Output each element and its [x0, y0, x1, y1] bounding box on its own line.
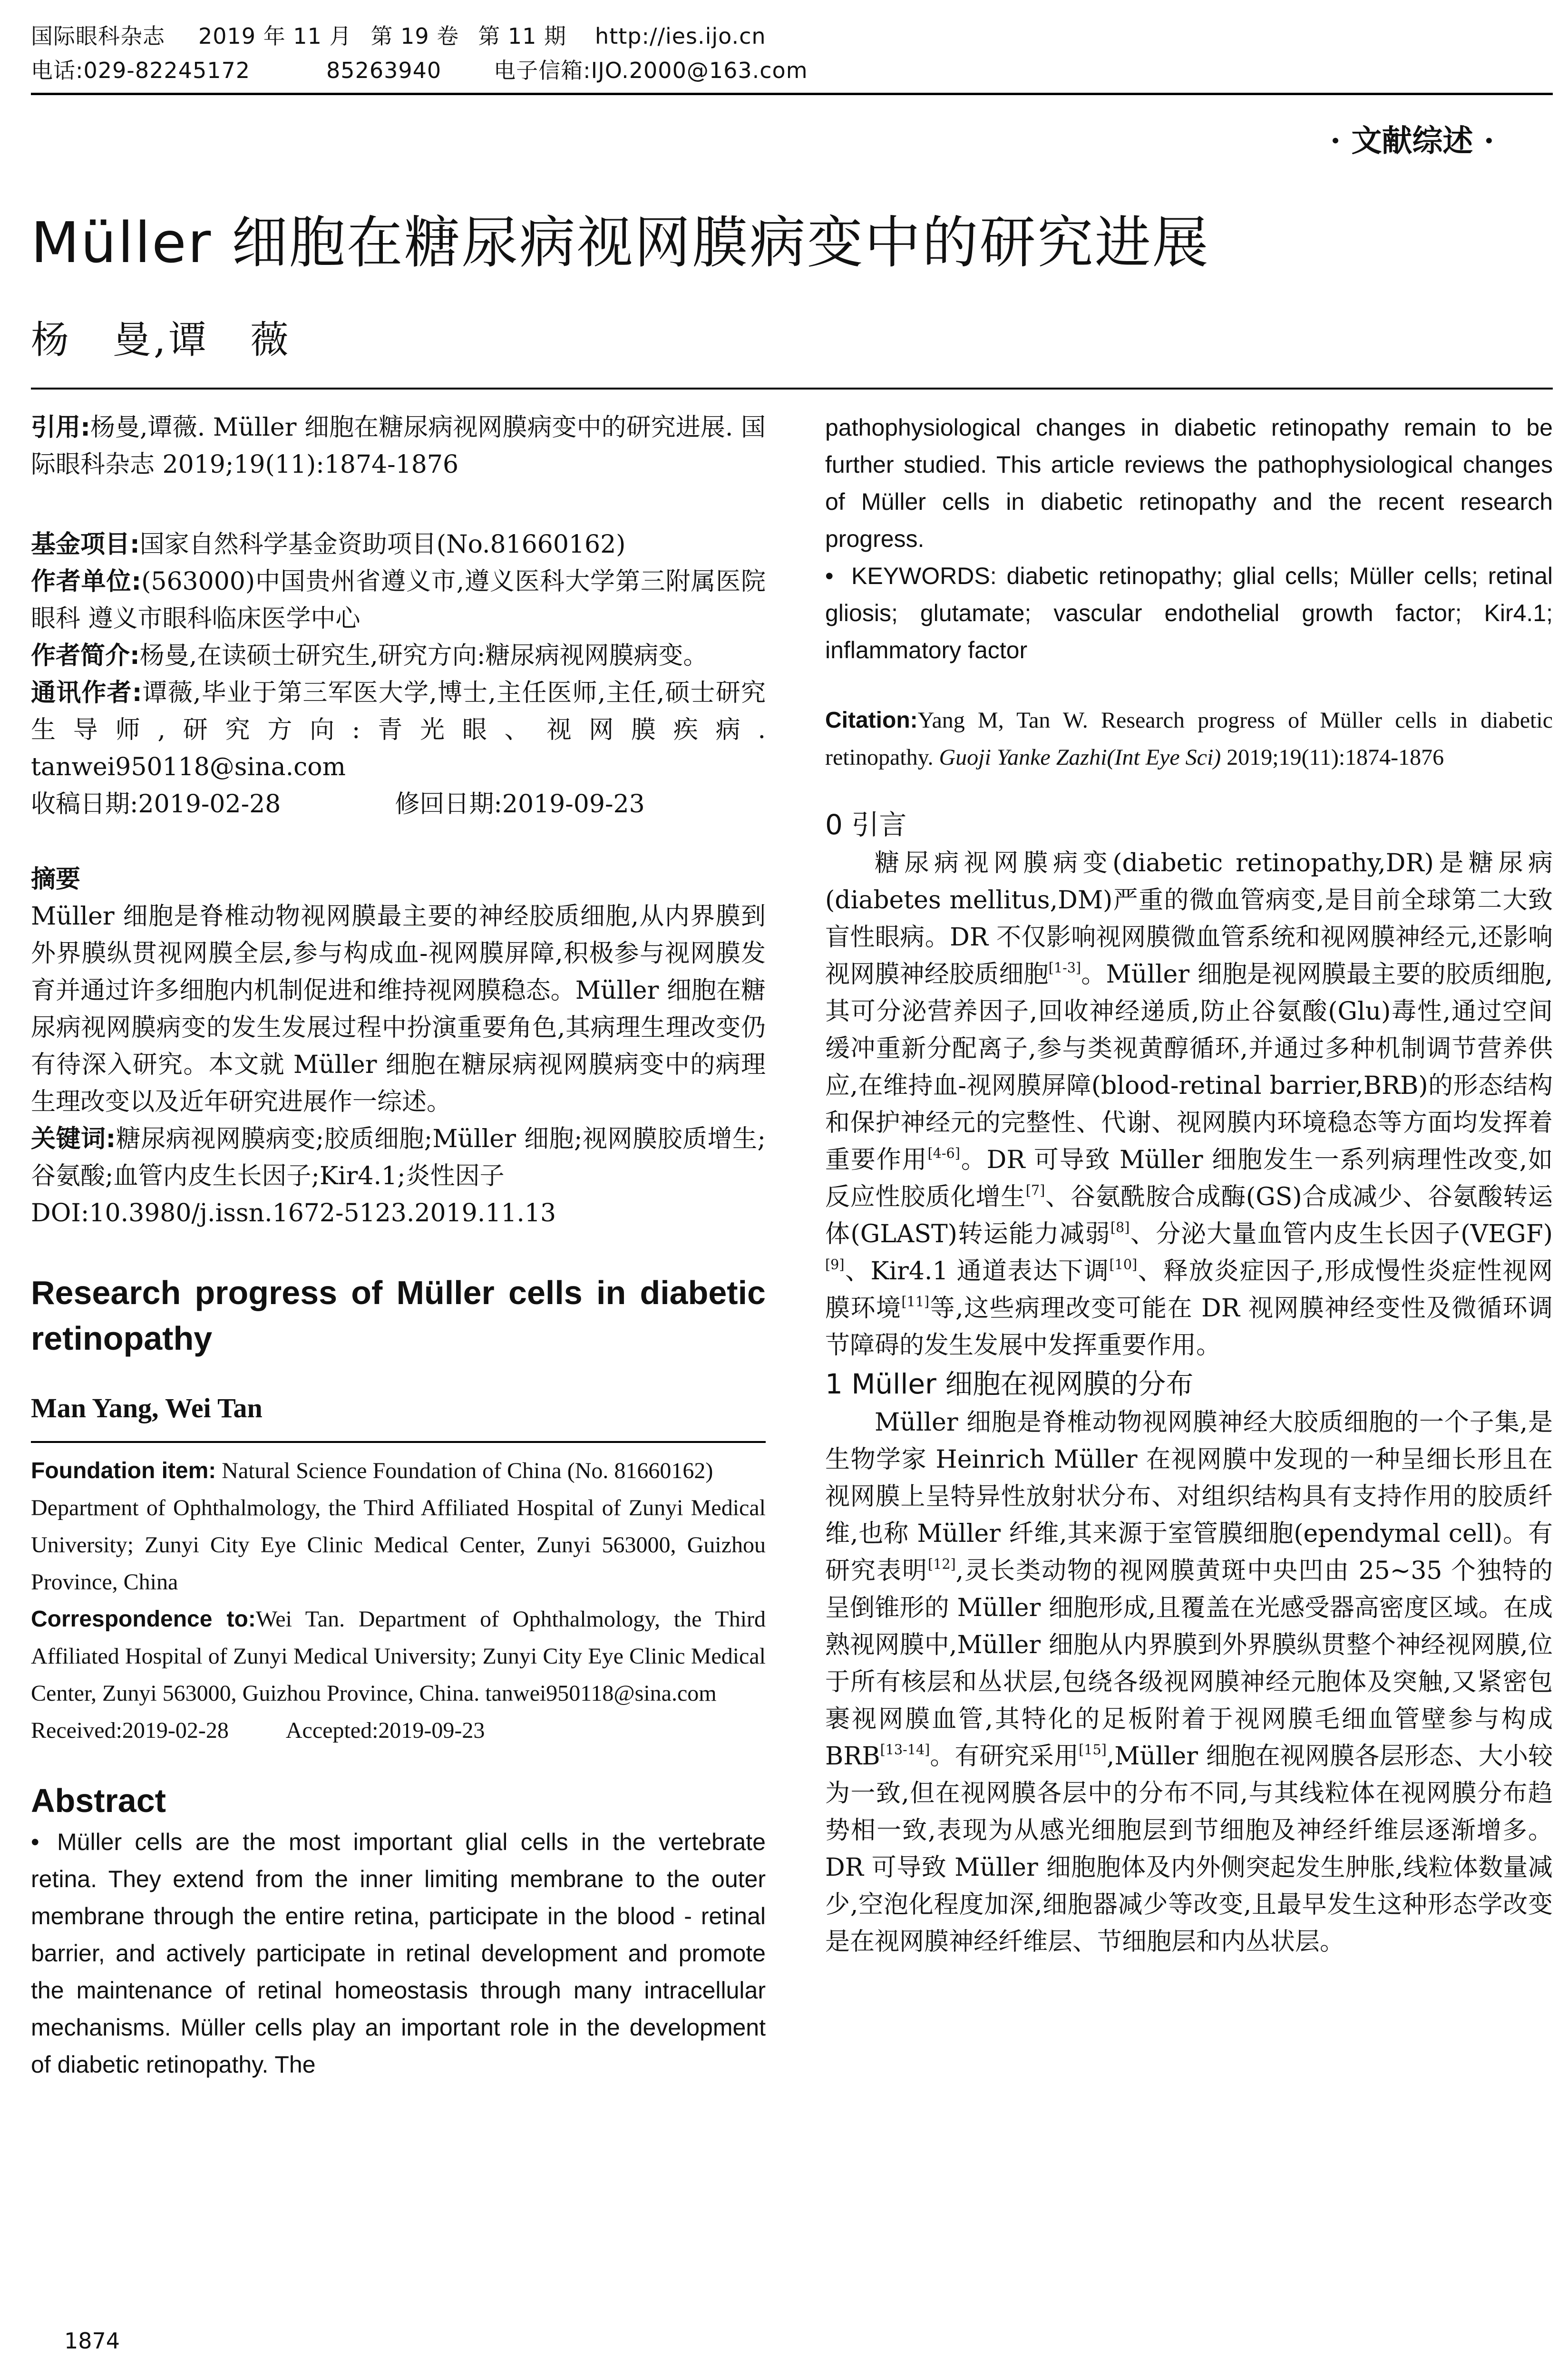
reference-marker[interactable]: [15] — [1079, 1741, 1107, 1758]
unit-text: (563000)中国贵州省遵义市,遵义医科大学第三附属医院眼科 遵义市眼科临床医学中心 — [31, 567, 766, 633]
abstract-heading-cn: 摘要 — [31, 865, 81, 894]
corr-text: 谭薇,毕业于第三军医大学,博士,主任医师,主任,硕士研究生导师,研究方向:青光眼、视网膜疾病. tanwei950118@sina.com — [31, 679, 766, 781]
citation-en — [825, 702, 1553, 776]
phone-2: 85263940 — [326, 58, 442, 83]
citation-label: 引用: — [31, 413, 90, 442]
journal-email[interactable]: 电子信箱:IJO.2000@163.com — [494, 58, 808, 83]
authors-cn: 杨 曼,谭 薇 — [31, 318, 292, 362]
received-en: Received:2019-02-28 — [31, 1718, 229, 1743]
reference-marker[interactable]: [7] — [1025, 1182, 1045, 1198]
section-tag: · 文献综述 · — [1330, 123, 1494, 159]
abstract-text-en — [31, 1823, 766, 2083]
section-0-paragraph — [825, 845, 1553, 1364]
foundation-en — [31, 1452, 766, 1490]
department-en: Department of Ophthalmology, the Third Affiliated Hospital of Zunyi Medical University; Zunyi City Eye Clinic Medical Center, Zunyi 563000, Guizhou Province, China — [31, 1495, 766, 1595]
paragraph-text: 、Kir4.1 通道表达下调 — [844, 1257, 1110, 1286]
paragraph-text: 等,这些病理改变可能在 DR 视网膜神经变性及微循环调节障碍的发生发展中发挥重要作用。 — [825, 1294, 1553, 1360]
citation-en-text1: Yang M, Tan W. Research progress of Müller cells in diabetic retinopathy. — [825, 708, 1553, 770]
volume: 第 19 卷 — [370, 23, 459, 49]
authors-rule — [31, 1441, 766, 1443]
unit-label: 作者单位: — [31, 567, 142, 596]
foundation-text: Natural Science Foundation of China (No. 81660162) — [222, 1458, 713, 1483]
bullet-icon: • — [31, 1829, 39, 1855]
paragraph-text: 。有研究采用 — [930, 1742, 1079, 1771]
citation-en-text2: 2019;19(11):1874-1876 — [1221, 745, 1444, 770]
bio-text: 杨曼,在读硕士研究生,研究方向:糖尿病视网膜病变。 — [139, 642, 708, 670]
keywords-text: 糖尿病视网膜病变;胶质细胞;Müller 细胞;视网膜胶质增生;谷氨酸;血管内皮生长因子;Kir4.1;炎性因子 — [31, 1125, 766, 1190]
reference-marker[interactable]: [13-14] — [880, 1741, 930, 1758]
dates-en — [31, 1712, 766, 1749]
paragraph-text: Müller 细胞是脊椎动物视网膜神经大胶质细胞的一个子集,是生物学家 Heinrich Müller 在视网膜中发现的一种呈细长形且在视网膜上呈特异性放射状分布、对组织结构具有支持作用的胶质纤维,也称 Müller 纤维,其来源于室管膜细胞(ependymal cell)。有研究表明 — [825, 1408, 1553, 1585]
left-column — [31, 409, 766, 2083]
paragraph-text: 、谷氨酰胺合成酶(GS)合成减少、谷氨酸转运体(GLAST)转运能力减弱 — [825, 1183, 1553, 1248]
reference-marker[interactable]: [12] — [927, 1556, 956, 1572]
abstract-en-body: Müller cells are the most important glial cells in the vertebrate retina. They extend from the inner limiting membrane to the outer membrane through the entire retina, participate in the blood - retinal barrier, and actively participate in retinal development and promote the maintenance of retinal homeostasis through many intracellular mechanisms. Müller cells play an important role in the development of diabetic retinopathy. The — [31, 1829, 766, 2078]
fund-label: 基金项目: — [31, 530, 140, 559]
accepted-en: Accepted:2019-09-23 — [285, 1718, 485, 1743]
keywords-en — [825, 557, 1553, 669]
citation-en-journal: Guoji Yanke Zazhi(Int Eye Sci) — [939, 745, 1221, 770]
running-header-line1 — [31, 19, 766, 50]
fund-text: 国家自然科学基金资助项目(No.81660162) — [139, 530, 626, 559]
abstract-en-continued: pathophysiological changes in diabetic retinopathy remain to be further studied. This article reviews the pathophysiological changes of Müller cells in diabetic retinopathy and the recent research progress. — [825, 414, 1553, 552]
keywords-en-text: KEYWORDS: diabetic retinopathy; glial cells; Müller cells; retinal gliosis; glutamate; vascular endothelial growth factor; Kir4.1; inflammatory factor — [825, 563, 1553, 663]
keywords-label: 关键词: — [31, 1125, 116, 1153]
bio-label: 作者简介: — [31, 642, 140, 670]
correspondence-text: Wei Tan. Department of Ophthalmology, the Third Affiliated Hospital of Zunyi Medical University; Zunyi City Eye Clinic Medical Center, Zunyi 563000, Guizhou Province, China. tanwei950118@sina.com — [31, 1607, 766, 1706]
year-issue: 2019 年 11 月 — [198, 23, 352, 49]
journal-name: 国际眼科杂志 — [31, 23, 165, 49]
reference-marker[interactable]: [1-3] — [1048, 959, 1081, 976]
reference-marker[interactable]: [11] — [901, 1293, 930, 1310]
paragraph-text: 。Müller 细胞是视网膜最主要的胶质细胞,其可分泌营养因子,回收神经递质,防止谷氨酸(Glu)毒性,通过空间缓冲重新分配离子,参与类视黄醇循环,并通过多种机制调节营养供应,在维持血-视网膜屏障(blood-retinal barrier,BRB)的形态结构和保护神经元的完整性、代谢、视网膜内环境稳态等方面均发挥着重要作用 — [825, 960, 1553, 1174]
title-en: Research progress of Müller cells in diabetic retinopathy — [31, 1274, 766, 1357]
author-bio — [31, 637, 766, 674]
reference-marker[interactable]: [4-6] — [927, 1145, 960, 1161]
fund-item — [31, 526, 766, 563]
corresponding-author — [31, 674, 766, 786]
reference-marker[interactable]: [8] — [1110, 1219, 1130, 1236]
abstract-text-cn: Müller 细胞是脊椎动物视网膜最主要的神经胶质细胞,从内界膜到外界膜纵贯视网膜全层,参与构成血-视网膜屏障,积极参与视网膜发育并通过许多细胞内机制促进和维持视网膜稳态。Müller 细胞在糖尿病视网膜病变的发生发展过程中扮演重要角色,其病理生理改变仍有待深入研究。本文就 Müller 细胞在糖尿病视网膜病变中的病理生理改变以及近年研究进展作一综述。 — [31, 902, 766, 1116]
header-rule — [31, 93, 1553, 95]
journal-url[interactable]: http://ies.ijo.cn — [595, 23, 766, 49]
right-column — [825, 409, 1553, 1960]
revised-date: 修回日期:2019-09-23 — [395, 790, 645, 818]
bullet-icon: • — [825, 563, 834, 589]
running-header-line2 — [31, 53, 808, 85]
foundation-label: Foundation item: — [31, 1458, 216, 1483]
section-0-heading: 0 引言 — [825, 809, 907, 841]
correspondence-label: Correspondence to: — [31, 1607, 256, 1632]
citation-en-label: Citation: — [825, 708, 918, 733]
issue: 第 11 期 — [478, 23, 567, 49]
doi[interactable]: DOI:10.3980/j.issn.1672-5123.2019.11.13 — [31, 1199, 556, 1227]
reference-marker[interactable]: [9] — [825, 1256, 845, 1273]
paragraph-text: 、分泌大量血管内皮生长因子(VEGF) — [1130, 1220, 1553, 1248]
reference-marker[interactable]: [10] — [1109, 1256, 1138, 1273]
paragraph-text: ,灵长类动物的视网膜黄斑中央凹由 25~35 个独特的呈倒锥形的 Müller 细胞形成,且覆盖在光感受器高密度区域。在成熟视网膜中,Müller 细胞从内界膜到外界膜纵贯整个神经视网膜,位于所有核层和丛状层,包绕各级视网膜神经元胞体及突触,又紧密包裹视网膜血管,其特化的足板附着于视网膜毛细血管壁参与构成 BRB — [825, 1557, 1553, 1771]
received-date: 收稿日期:2019-02-28 — [31, 790, 281, 818]
paragraph-text: ,Müller 细胞在视网膜各层形态、大小较为一致,但在视网膜各层中的分布不同,与其线粒体在视网膜分布趋势相一致,表现为从感光细胞层到节细胞及神经纤维层逐渐增多。DR 可导致 Müller 细胞胞体及内外侧突起发生肿胀,线粒体数量减少,空泡化程度加深,细胞器减少等改变,且最早发生这种形态学改变是在视网膜神经纤维层、节细胞层和内丛状层。 — [825, 1742, 1553, 1956]
page-number: 1874 — [64, 2328, 120, 2354]
keywords-cn — [31, 1120, 766, 1195]
correspondence-en — [31, 1601, 766, 1712]
paragraph-text: 。DR 可导致 Müller 细胞发生一系列病理性改变,如反应性胶质化增生 — [825, 1146, 1553, 1211]
dates-cn — [31, 786, 766, 823]
phone: 电话:029-82245172 — [31, 58, 251, 83]
section-1-paragraph — [825, 1404, 1553, 1960]
paragraph-text: 糖尿病视网膜病变(diabetic retinopathy,DR)是糖尿病(diabetes mellitus,DM)严重的微血管病变,是目前全球第二大致盲性眼病。DR 不仅影响视网膜微血管系统和视网膜神经元,还影响视网膜神经胶质细胞 — [825, 849, 1553, 989]
title-rule — [31, 388, 1553, 390]
citation-cn — [31, 409, 766, 483]
abstract-heading-en: Abstract — [31, 1782, 166, 1819]
corr-label: 通讯作者: — [31, 679, 142, 707]
paragraph-text: 、释放炎症因子,形成慢性炎症性视网膜环境 — [825, 1257, 1553, 1323]
authors-en: Man Yang, Wei Tan — [31, 1393, 263, 1423]
article-title: Müller 细胞在糖尿病视网膜病变中的研究进展 — [31, 210, 1210, 275]
section-1-heading: 1 Müller 细胞在视网膜的分布 — [825, 1368, 1194, 1400]
author-unit — [31, 563, 766, 637]
citation-text: 杨曼,谭薇. Müller 细胞在糖尿病视网膜病变中的研究进展. 国际眼科杂志 2019;19(11):1874-1876 — [31, 413, 766, 479]
